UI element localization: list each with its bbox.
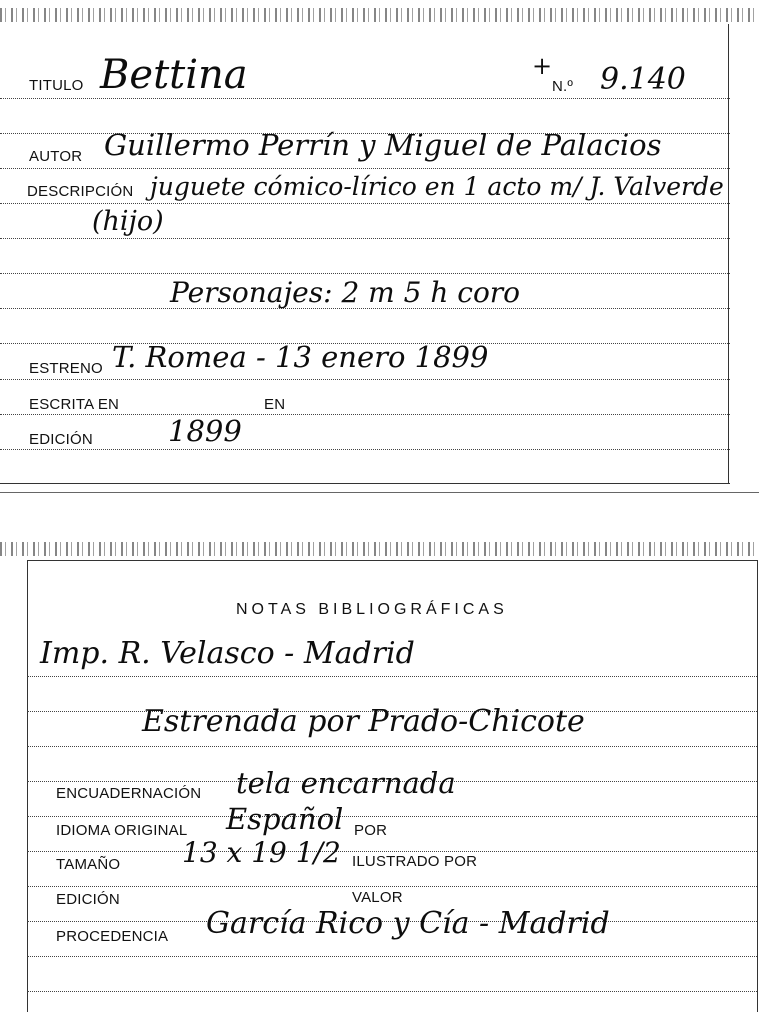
edicion-label: EDICIÓN <box>29 431 93 448</box>
por-label: POR <box>354 822 388 839</box>
valor-label: VALOR <box>352 889 403 906</box>
card-top-border <box>27 560 757 561</box>
notas-heading: NOTAS BIBLIOGRÁFICAS <box>236 601 508 618</box>
card-right-border <box>728 24 729 484</box>
card-right-border <box>757 560 758 1012</box>
procedencia-value: García Rico y Cía - Madrid <box>206 906 610 941</box>
rule-line <box>27 956 757 957</box>
rule-line <box>0 98 730 99</box>
card-bottom-border <box>0 483 730 484</box>
rule-line <box>0 203 730 204</box>
numero-label: N.º <box>552 78 574 95</box>
descripcion-label: DESCRIPCIÓN <box>27 183 134 200</box>
tamano-value: 13 x 19 1/2 <box>182 836 341 869</box>
rule-line <box>27 746 757 747</box>
en-label: EN <box>264 396 286 413</box>
idioma-label: IDIOMA ORIGINAL <box>56 822 188 839</box>
encuadernacion-label: ENCUADERNACIÓN <box>56 785 202 802</box>
scan-noise-edge <box>0 8 759 22</box>
card-separator <box>0 492 759 493</box>
titulo-value: Bettina <box>100 52 248 98</box>
rule-line <box>27 991 757 992</box>
ilustrado-label: ILUSTRADO POR <box>352 853 478 870</box>
scan-noise-edge <box>0 542 759 556</box>
idioma-value: Español <box>226 802 344 836</box>
tamano-label: TAMAÑO <box>56 856 121 873</box>
rule-line <box>27 851 757 852</box>
dagger-mark: + <box>532 52 553 80</box>
autor-label: AUTOR <box>29 148 83 165</box>
procedencia-label: PROCEDENCIA <box>56 928 169 945</box>
estreno-label: ESTRENO <box>29 360 103 377</box>
descripcion-value-continued: (hijo) <box>92 206 164 237</box>
rule-line <box>0 273 730 274</box>
numero-value: 9.140 <box>600 62 686 97</box>
edicion-label-2: EDICIÓN <box>56 891 120 908</box>
edicion-value: 1899 <box>168 414 242 448</box>
notes-line-2: Estrenada por Prado-Chicote <box>142 704 585 739</box>
rule-line <box>27 676 757 677</box>
escrita-en-label: ESCRITA EN <box>29 396 120 413</box>
estreno-value: T. Romea - 13 enero 1899 <box>112 340 489 374</box>
titulo-label: TITULO <box>29 77 84 94</box>
rule-line <box>27 816 757 817</box>
encuadernacion-value: tela encarnada <box>236 766 456 800</box>
rule-line <box>0 168 730 169</box>
rule-line <box>0 414 730 415</box>
autor-value: Guillermo Perrín y Miguel de Palacios <box>104 128 662 162</box>
rule-line <box>27 886 757 887</box>
card-left-border <box>27 560 28 1012</box>
descripcion-value: juguete cómico-lírico en 1 acto m/ J. Valverde <box>150 172 724 201</box>
catalog-card-bottom <box>0 540 759 1028</box>
rule-line <box>0 238 730 239</box>
rule-line <box>0 379 730 380</box>
personajes-value: Personajes: 2 m 5 h coro <box>170 276 521 309</box>
notes-line-1: Imp. R. Velasco - Madrid <box>40 636 415 671</box>
catalog-card-top <box>0 0 759 500</box>
rule-line <box>0 449 730 450</box>
